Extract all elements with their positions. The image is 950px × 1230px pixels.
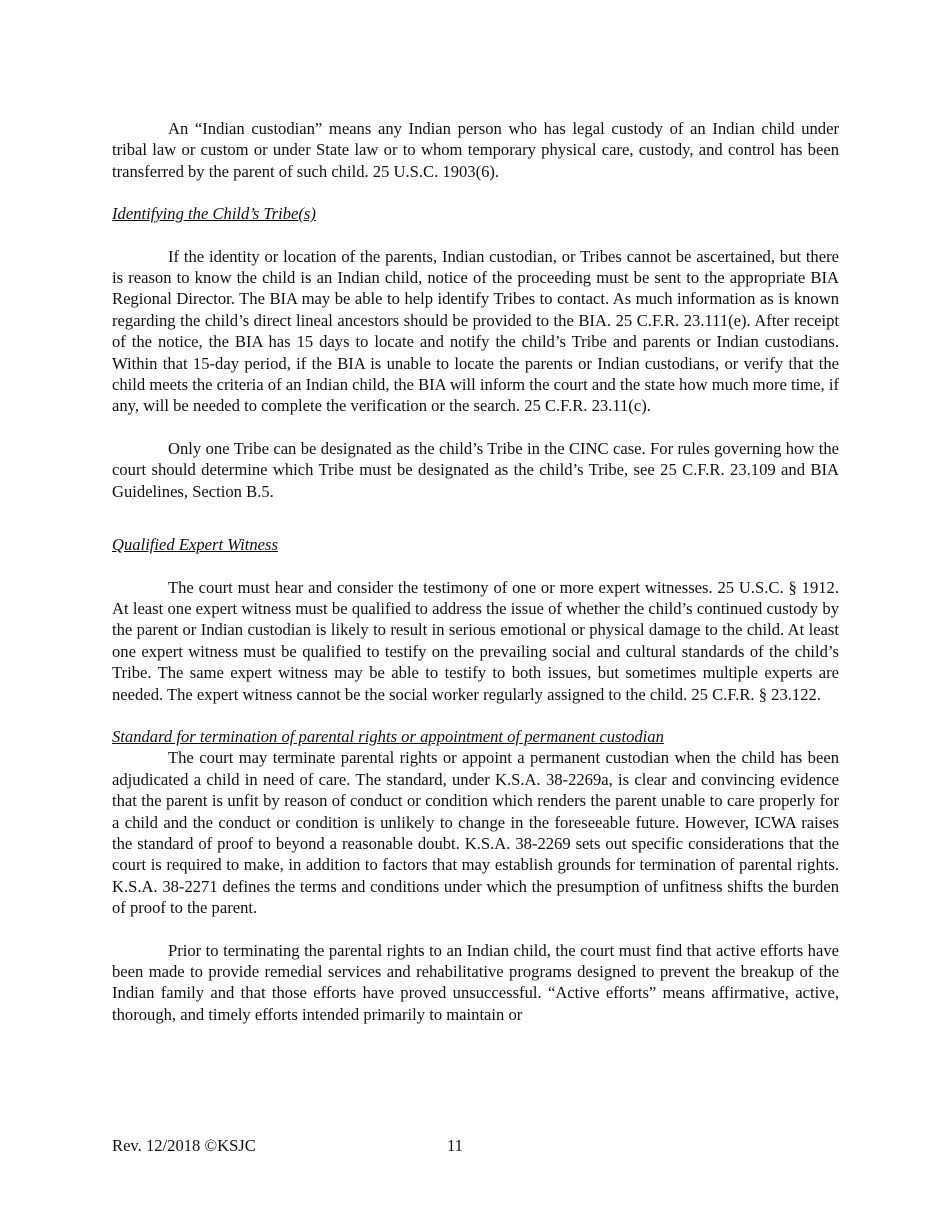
heading-identifying-tribe: Identifying the Child’s Tribe(s) xyxy=(112,204,316,224)
footer-page-number: 11 xyxy=(447,1136,463,1155)
paragraph-termination-standard: The court may terminate parental rights or appoint a permanent custodian when the child has been adjudicated a child in need of care. The standard, under K.S.A. 38-2269a, is clear and convincing evidence that the parent is unfit by reason of conduct or condition which renders the parent unable to care properly for a child and the conduct or condition is unlikely to change in the foreseeable future. However, ICWA raises the standard of proof to beyond a reasonable doubt. K.S.A. 38-2269 sets out specific considerations that the court is required to make, in addition to factors that may establish grounds for termination of parental rights. K.S.A. 38-2271 defines the terms and conditions under which the presumption of unfitness shifts the burden of proof to the parent. xyxy=(112,748,839,918)
page-footer xyxy=(112,1135,839,1157)
paragraph-expert-witness: The court must hear and consider the testimony of one or more expert witnesses. 25 U.S.C. § 1912. At least one expert witness must be qualified to address the issue of whether the child’s continued custody by the parent or Indian custodian is likely to result in serious emotional or physical damage to the child. At least one expert witness must be qualified to testify on the prevailing social and cultural standards of the child’s Tribe. The same expert witness may be able to testify to both issues, but sometimes multiple experts are needed. The expert witness cannot be the social worker regularly assigned to the child. 25 C.F.R. § 23.122. xyxy=(112,577,839,704)
footer-revision: Rev. 12/2018 ©KSJC xyxy=(112,1136,256,1155)
paragraph-identify-tribe-designation: Only one Tribe can be designated as the child’s Tribe in the CINC case. For rules governing how the court should determine which Tribe must be designated as the child’s Tribe, see 25 C.F.R. 23.109 and BIA Guidelines, Section B.5. xyxy=(112,438,839,501)
paragraph-identify-tribe-notice: If the identity or location of the parents, Indian custodian, or Tribes cannot be ascertained, but there is reason to know the child is an Indian child, notice of the proceeding must be sent to the appropriate BIA Regional Director. The BIA may be able to help identify Tribes to contact. As much information as is known regarding the child’s direct lineal ancestors should be provided to the BIA. 25 C.F.R. 23.111(e). After receipt of the notice, the BIA has 15 days to locate and notify the child’s Tribe and parents or Indian custodians. Within that 15-day period, if the BIA is unable to locate the parents or Indian custodians, or verify that the child meets the criteria of an Indian child, the BIA will inform the court and the state how much more time, if any, will be needed to complete the verification or the search. 25 C.F.R. 23.11(c). xyxy=(112,246,839,416)
paragraph-active-efforts: Prior to terminating the parental rights to an Indian child, the court must find that active efforts have been made to provide remedial services and rehabilitative programs designed to prevent the breakup of the Indian family and that those efforts have proved unsuccessful. “Active efforts” means affirmative, active, thorough, and timely efforts intended primarily to maintain or xyxy=(112,940,839,1024)
document-page xyxy=(112,118,839,1025)
paragraph-indian-custodian: An “Indian custodian” means any Indian person who has legal custody of an Indian child under tribal law or custom or under State law or to whom temporary physical care, custody, and control has been transferred by the parent of such child. 25 U.S.C. 1903(6). xyxy=(112,119,839,181)
heading-expert-witness: Qualified Expert Witness xyxy=(112,535,278,555)
heading-termination-standard: Standard for termination of parental rights or appointment of permanent custodian xyxy=(112,726,664,746)
